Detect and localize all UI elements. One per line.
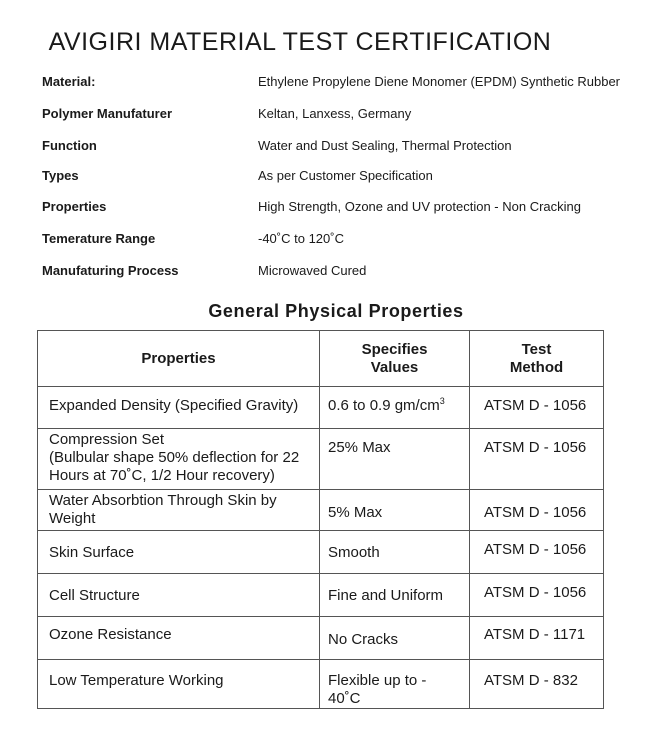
value-cell: Flexible up to - 40˚C (320, 660, 470, 709)
value-text: 0.6 to 0.9 gm/cm (328, 397, 440, 414)
section-title: General Physical Properties (208, 301, 464, 321)
table-row (38, 531, 604, 574)
value-cell: Smooth (320, 531, 470, 574)
info-row-material (42, 74, 642, 98)
value-cell: No Cracks (320, 617, 470, 660)
info-row-temperature-range (42, 231, 642, 255)
method-cell: ATSM D - 1171 (470, 617, 604, 660)
value-cell: Fine and Uniform (320, 574, 470, 617)
info-row-types (42, 168, 642, 192)
property-cell (38, 429, 320, 490)
info-label: Polymer Manufaturer (42, 106, 173, 121)
method-cell: ATSM D - 1056 (470, 531, 604, 574)
method-cell: ATSM D - 1056 (470, 490, 604, 531)
value-cell (320, 387, 470, 429)
table-row (38, 429, 604, 490)
column-header-values: Specifies Values (320, 331, 470, 387)
info-label: Temerature Range (42, 231, 156, 246)
document-title: AVIGIRI MATERIAL TEST CERTIFICATION (48, 28, 552, 56)
property-text: Compression Set (49, 431, 165, 448)
info-label: Manufaturing Process (42, 263, 179, 278)
info-value: Keltan, Lanxess, Germany (258, 106, 412, 121)
info-label: Types (42, 168, 79, 183)
table-row (38, 660, 604, 709)
table-row (38, 617, 604, 660)
info-value: Water and Dust Sealing, Thermal Protection (258, 138, 512, 153)
info-label: Function (42, 138, 97, 153)
value-cell: 5% Max (320, 490, 470, 531)
table-row (38, 574, 604, 617)
info-label: Properties (42, 199, 107, 214)
property-cell: Ozone Resistance (38, 617, 320, 660)
column-header-properties: Properties (38, 331, 320, 387)
info-row-process (42, 263, 642, 287)
info-value: Microwaved Cured (258, 263, 367, 278)
property-cell: Skin Surface (38, 531, 320, 574)
column-header-method: Test Method (470, 331, 604, 387)
property-cell: Water Absorbtion Through Skin by Weight (38, 490, 320, 531)
info-row-manufacturer (42, 106, 642, 130)
method-cell: ATSM D - 1056 (470, 387, 604, 429)
physical-properties-table (37, 330, 604, 709)
info-value: As per Customer Specification (258, 168, 433, 183)
property-note: (Bulbular shape 50% deflection for 22 Hours at 70˚C, 1/2 Hour recovery) (49, 449, 300, 484)
info-value: Ethylene Propylene Diene Monomer (EPDM) Synthetic Rubber (258, 74, 621, 89)
table-row (38, 490, 604, 531)
info-value: High Strength, Ozone and UV protection - Non Cracking (258, 199, 582, 214)
value-cell: 25% Max (320, 429, 470, 490)
property-cell: Low Temperature Working (38, 660, 320, 709)
method-cell: ATSM D - 1056 (470, 574, 604, 617)
info-row-function (42, 138, 642, 162)
info-value: -40˚C to 120˚C (258, 231, 344, 246)
method-cell: ATSM D - 832 (470, 660, 604, 709)
table-header-row (38, 331, 604, 387)
info-label: Material: (42, 74, 96, 89)
value-superscript: 3 (439, 396, 445, 406)
table-row (38, 387, 604, 429)
property-cell: Cell Structure (38, 574, 320, 617)
property-cell: Expanded Density (Specified Gravity) (38, 387, 320, 429)
method-cell: ATSM D - 1056 (470, 429, 604, 490)
info-row-properties (42, 199, 642, 223)
